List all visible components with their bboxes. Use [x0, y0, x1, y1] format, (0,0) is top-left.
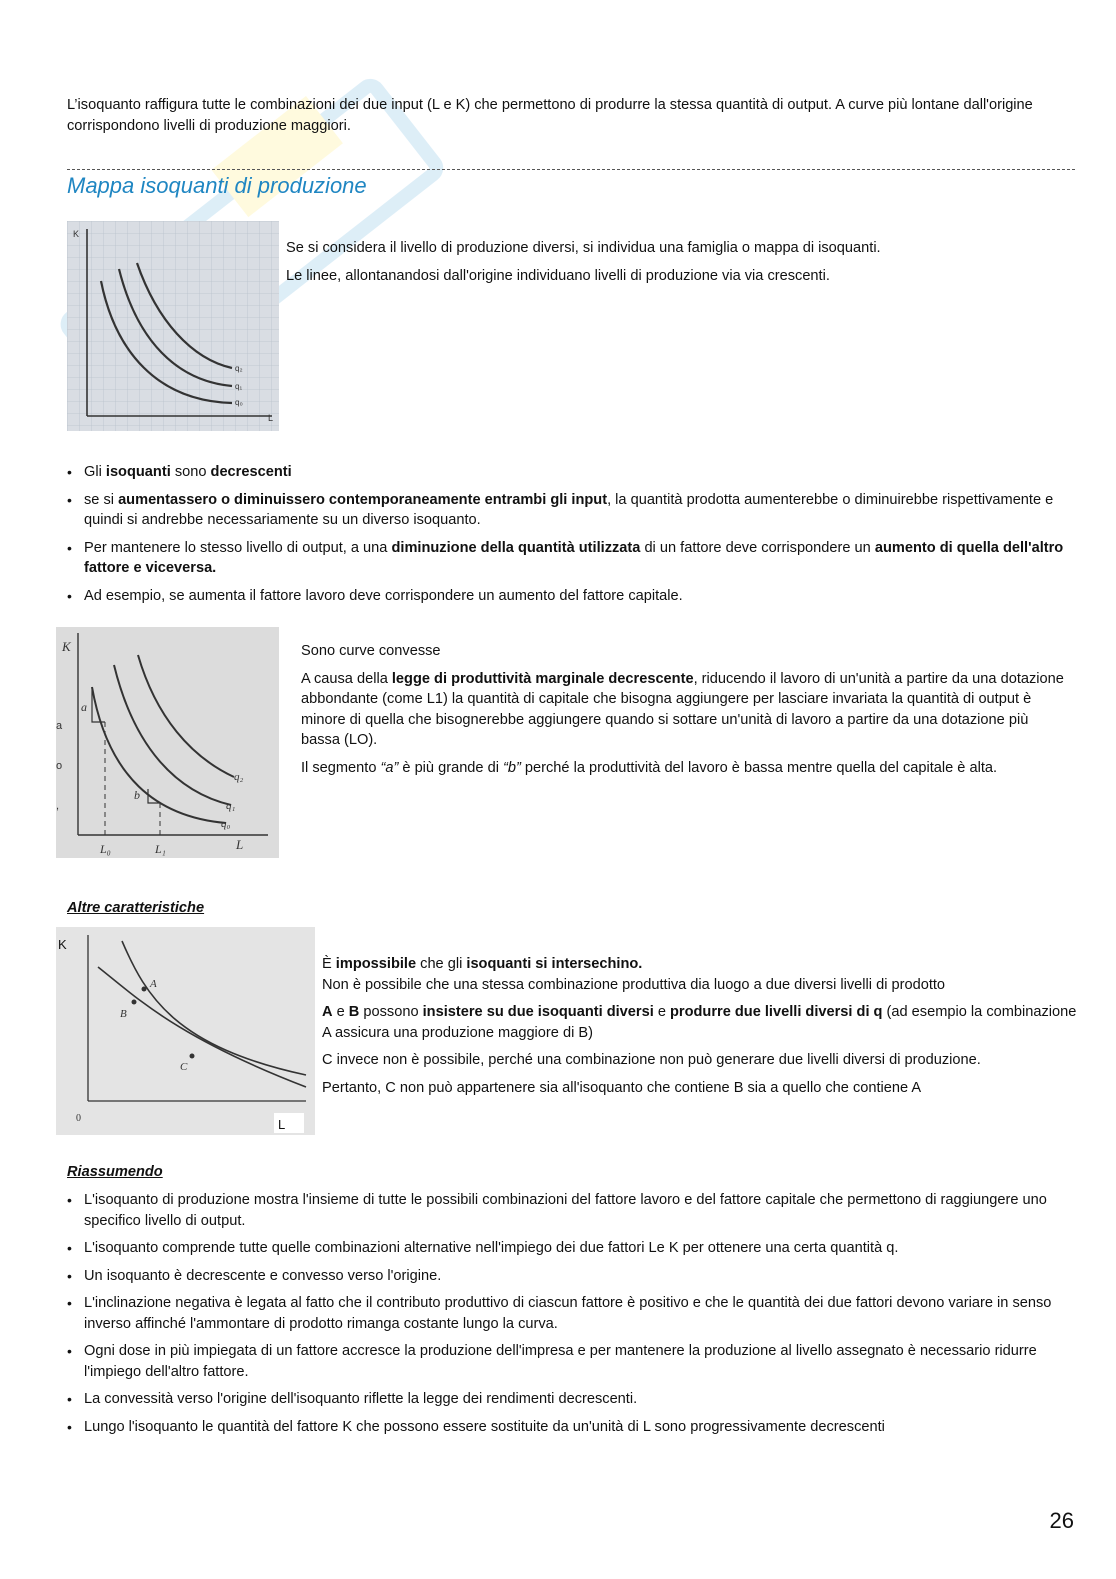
fig2-edge-mark-1: a — [56, 720, 63, 732]
summary-list — [67, 1190, 1077, 1444]
grid-paper — [67, 221, 279, 431]
fig2-q2-label: q₂ — [234, 771, 244, 783]
block2-text — [301, 641, 1071, 785]
section-title: Mappa isoquanti di produzione — [67, 173, 367, 198]
block2-p2: A causa della legge di produttività marginale decrescente, riducendo il lavoro di un'unità a partire da una dotazione abbondante (come L1) la quantità di capitale che bisogna aggiungere per lasciare invariata la quantità di output è minore di quella che bisognerebbe aggiungere quando si sottare un'unità di lavoro a partire da una dotazione più bassa (LO). — [301, 670, 1064, 748]
riassumendo-heading: Riassumendo — [67, 1164, 163, 1180]
fig2-edge-mark-2: o — [56, 760, 63, 772]
isoquant-map-svg — [67, 221, 279, 431]
list-item: • L'isoquanto comprende tutte quelle combinazioni alternative nell'impiego dei due fattori Le K per ottenere una certa quantità q. — [67, 1238, 1077, 1259]
block2-p3: Il segmento “a” è più grande di “b” perché la produttività del lavoro è bassa mentre quella del capitale è alta. — [301, 759, 998, 776]
block3-p2: A e B possono insistere su due isoquanti diversi e produrre due livelli diversi di q (ad esempio la combinazione A assicura una produzione maggiore di B) — [322, 1004, 1077, 1041]
fig2-l0-label: L₀ — [100, 842, 111, 856]
properties-list — [67, 462, 1067, 613]
list-item: • Ogni dose in più impiegata di un fattore accresce la produzione dell'impresa e per mantenere la produzione al livello assegnato è necessario ridurre l'impiego dell'altro fattore. — [67, 1341, 1077, 1382]
fig1-label-q0: q₀ — [235, 398, 243, 407]
curve-q2 — [138, 655, 234, 777]
fig2-y-label: K — [62, 639, 71, 654]
fig2-x-label: L — [236, 837, 244, 852]
fig3-x-label: L — [278, 1117, 286, 1132]
fig3-label-A: A — [150, 978, 157, 990]
fig1-y-label: K — [73, 229, 80, 239]
page-number: 26 — [1049, 1508, 1074, 1533]
list-item: • Lungo l'isoquanto le quantità del fattore K che possono essere sostituite da un'unità di L sono progressivamente decrescenti — [67, 1417, 1077, 1438]
fig2-b-label: b — [134, 788, 140, 802]
fig3-label-C: C — [180, 1061, 188, 1073]
block1-text — [286, 238, 1076, 293]
fig2-a-label: a — [81, 700, 87, 714]
fig1-label-q1: q₁ — [235, 382, 243, 391]
list-item: • L'isoquanto di produzione mostra l'insieme di tutte le possibili combinazioni del fattore lavoro e del fattore capitale che permettono di raggiungere uno specifico livello di output. — [67, 1190, 1077, 1231]
fig2-q1-label: q₁ — [226, 800, 236, 812]
block3-p4: Pertanto, C non può appartenere sia all'isoquanto che contiene B sia a quello che contiene A — [322, 1079, 922, 1096]
fig2-q0-label: q₀ — [221, 818, 231, 830]
fig3-label-B: B — [120, 1008, 127, 1020]
fig1-x-label: L — [268, 413, 274, 423]
point-A — [142, 987, 147, 992]
list-item: • Ad esempio, se aumenta il fattore lavoro deve corrispondere un aumento del fattore capitale. — [67, 586, 1067, 607]
block3-p3: C invece non è possibile, perché una combinazione non può generare due livelli diversi di produzione. — [322, 1052, 981, 1068]
fig3-origin: 0 — [76, 1113, 81, 1124]
point-B — [132, 1000, 137, 1005]
fig1-label-q2: q₂ — [235, 364, 243, 373]
point-C — [190, 1054, 195, 1059]
list-item: • se si aumentassero o diminuissero contemporaneamente entrambi gli input, la quantità prodotta aumenterebbe o diminuirebbe rispettivamente e quindi si andrebbe necessariamente su un diverso isoquanto. — [67, 490, 1067, 531]
fig3-y-label: K — [58, 937, 67, 952]
fig2-edge-mark-3: , — [56, 800, 60, 812]
intersection-figure — [56, 927, 315, 1135]
section-divider — [67, 169, 1075, 170]
convex-isoquant-svg — [56, 627, 279, 858]
list-item: • Per mantenere lo stesso livello di output, a una diminuzione della quantità utilizzata di un fattore deve corrispondere un aumento di quella dell'altro fattore e viceversa. — [67, 538, 1067, 579]
intro-paragraph: L’isoquanto raffigura tutte le combinazioni dei due input (L e K) che permettono di produrre la stessa quantità di output. A curve più lontane dall'origine corrispondono livelli di produzione maggiori. — [67, 97, 1033, 134]
list-item: • L'inclinazione negativa è legata al fatto che il contributo produttivo di ciascun fattore è positivo e che le quantità dei due fattori devono variare in senso inverso affinché l'ammontare di prodotto rimanga costante lungo la curva. — [67, 1293, 1077, 1334]
intersection-svg — [56, 927, 315, 1135]
isoquant-through-B — [98, 967, 306, 1087]
convex-isoquant-figure — [56, 627, 279, 858]
block1-p2: Le linee, allontanandosi dall'origine individuano livelli di produzione via via crescenti. — [286, 267, 830, 284]
list-item: • Gli isoquanti sono decrescenti — [67, 462, 1067, 483]
fig2-l1-label: L₁ — [155, 842, 166, 856]
block2-p1: Sono curve convesse — [301, 643, 441, 659]
block3-p1: È impossibile che gli isoquanti si intersechino. Non è possibile che una stessa combinazione produttiva dia luogo a due diversi livelli di prodotto — [322, 956, 946, 993]
curve-q1 — [114, 665, 231, 805]
altre-heading: Altre caratteristiche — [67, 900, 205, 916]
block1-p1: Se si considera il livello di produzione diversi, si individua una famiglia o mappa di isoquanti. — [286, 240, 881, 256]
isoquant-map-figure — [67, 221, 279, 431]
list-item: • Un isoquanto è decrescente e convesso verso l'origine. — [67, 1266, 1077, 1287]
list-item: • La convessità verso l'origine dell'isoquanto riflette la legge dei rendimenti decrescenti. — [67, 1389, 1077, 1410]
block3-text — [322, 954, 1077, 1105]
